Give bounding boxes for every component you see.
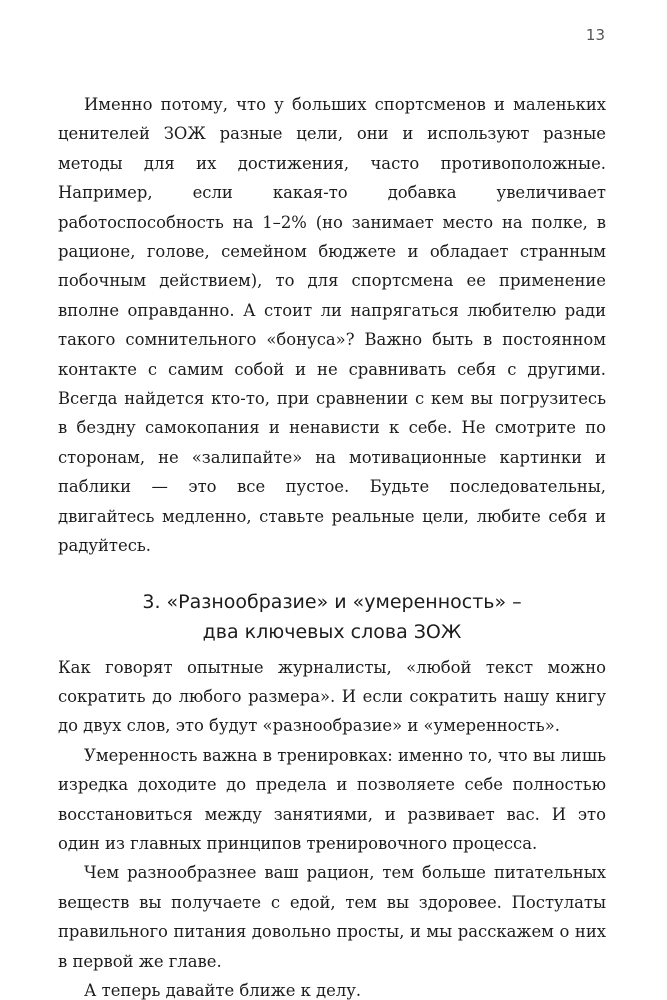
page-number: 13 [585, 26, 605, 44]
paragraph-closing: А теперь давайте ближе к делу. [84, 980, 362, 1000]
paragraph-diversity: Чем разнообразнее ваш рацион, тем больше питательных веществ вы получаете с едой, тем вы здоровее. Постулаты правильного питания довольно просты, и мы расскажем о них в первой же главе. [58, 863, 606, 971]
paragraph-moderation: Умеренность важна в тренировках: именно то, что вы лишь изредка доходите до предела и позволяете себе полностью восстановиться между занятиями, и развивает вас. И это один из главных принципов тренировочного процесса. [58, 745, 606, 853]
section-heading-line-2: два ключевых слова ЗОЖ [202, 620, 462, 643]
paragraph-journalists: Как говорят опытные журналисты, «любой текст можно сократить до любого размера». И если сократить нашу книгу до двух слов, это будут «разнообразие» и «умеренность». [58, 657, 606, 736]
section-heading-line-1: 3. «Разнообразие» и «умеренность» – [142, 590, 522, 613]
page-content [58, 90, 606, 1000]
section-heading [58, 587, 606, 647]
paragraph-sports-goals: Именно потому, что у больших спортсменов и маленьких ценителей ЗОЖ разные цели, они и используют разные методы для их достижения, часто противоположные. Например, если какая-то добавка увеличивает работоспособность на 1–2% (но занимает место на полке, в рационе, голове, семейном бюджете и обладает странным побочным действием), то для спортсмена ее применение вполне оправданно. А стоит ли напрягаться любителю ради такого сомнительного «бонуса»? Важно быть в постоянном контакте с самим собой и не сравнивать себя с другими. Всегда найдется кто-то, при сравнении с кем вы погрузитесь в бездну самокопания и ненависти к себе. Не смотрите по сторонам, не «залипайте» на мотивационные картинки и паблики — это все пустое. Будьте последовательны, двигайтесь медленно, ставьте реальные цели, любите себя и радуйтесь. [58, 95, 606, 556]
